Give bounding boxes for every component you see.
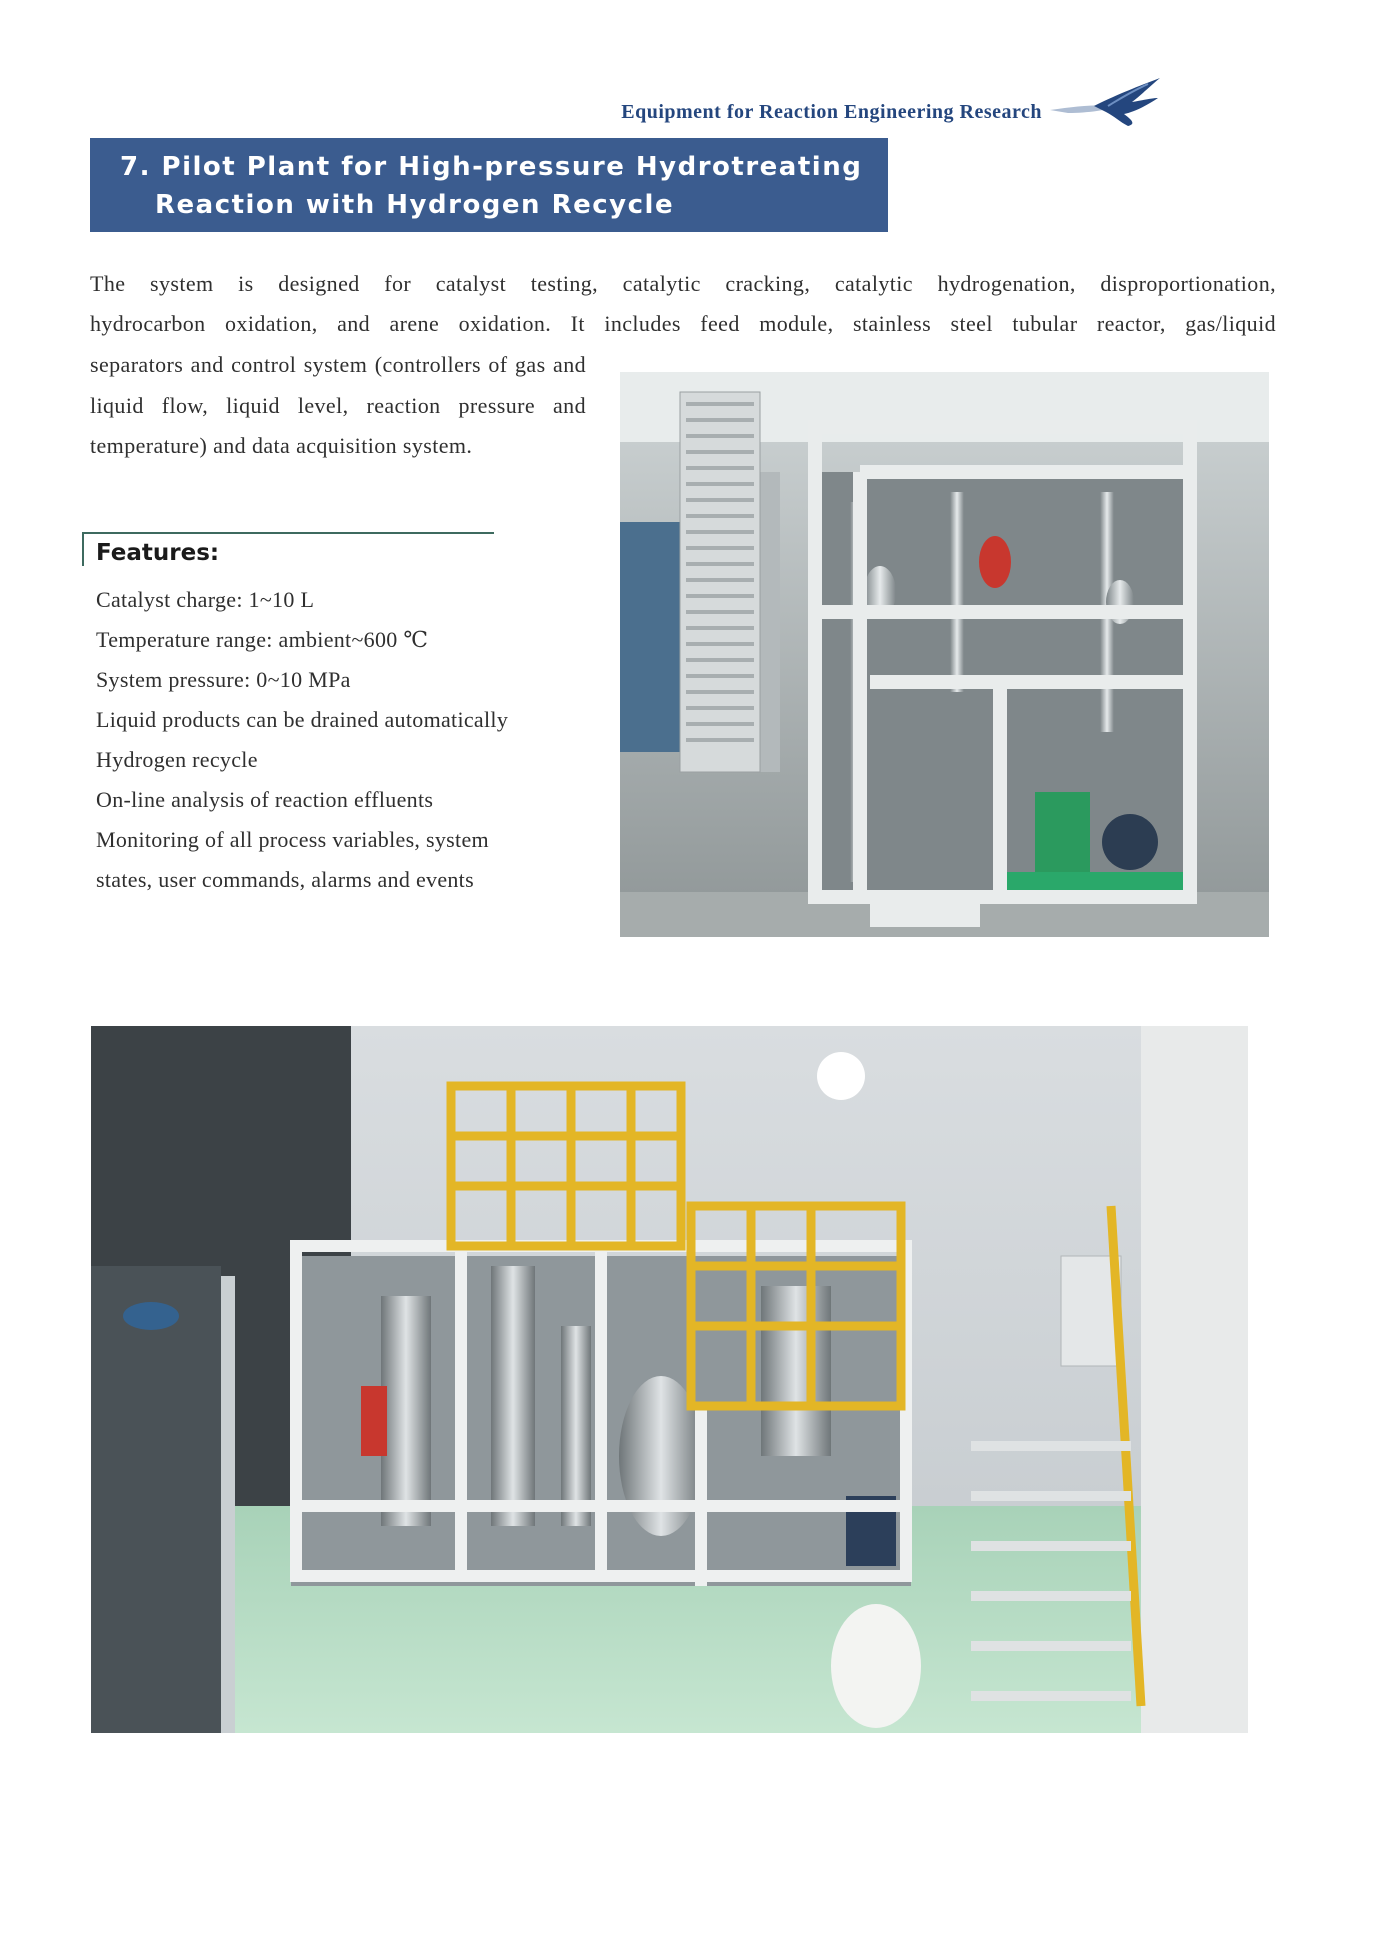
- pilot-plant-photo-1: [620, 372, 1269, 937]
- feature-item: System pressure: 0~10 MPa: [96, 667, 351, 692]
- section-title-line-1: 7. Pilot Plant for High-pressure Hydrotreating: [120, 152, 863, 182]
- features-list: [96, 580, 596, 900]
- feature-item: Liquid products can be drained automatically: [96, 707, 509, 732]
- feature-item: On-line analysis of reaction effluents: [96, 787, 434, 812]
- header-tagline-area: [560, 92, 1168, 132]
- feature-item: Temperature range: ambient~600 ℃: [96, 627, 429, 652]
- feature-item: Catalyst charge: 1~10 L: [96, 587, 315, 612]
- section-title-line-2: Reaction with Hydrogen Recycle: [155, 190, 675, 220]
- feature-item: states, user commands, alarms and events: [96, 867, 474, 892]
- description-continued: separators and control system (controllers of gas and liquid flow, liquid level, reaction pressure and temperature) and data acquisition system.: [90, 352, 586, 458]
- section-title: [90, 138, 888, 232]
- feature-item: Hydrogen recycle: [96, 747, 258, 772]
- description-line-1: The system is designed for catalyst testing, catalytic cracking, catalytic hydrogenation, disproportionation,: [90, 271, 1276, 296]
- feature-item: Monitoring of all process variables, system: [96, 827, 489, 852]
- pilot-plant-photo-2: [91, 1026, 1248, 1733]
- features-heading: Features:: [96, 540, 220, 566]
- description-line-2: hydrocarbon oxidation, and arene oxidation. It includes feed module, stainless steel tubular reactor, gas/liquid: [90, 311, 1276, 336]
- header-tagline: Equipment for Reaction Engineering Research: [621, 100, 1042, 123]
- eagle-icon: [1048, 76, 1168, 132]
